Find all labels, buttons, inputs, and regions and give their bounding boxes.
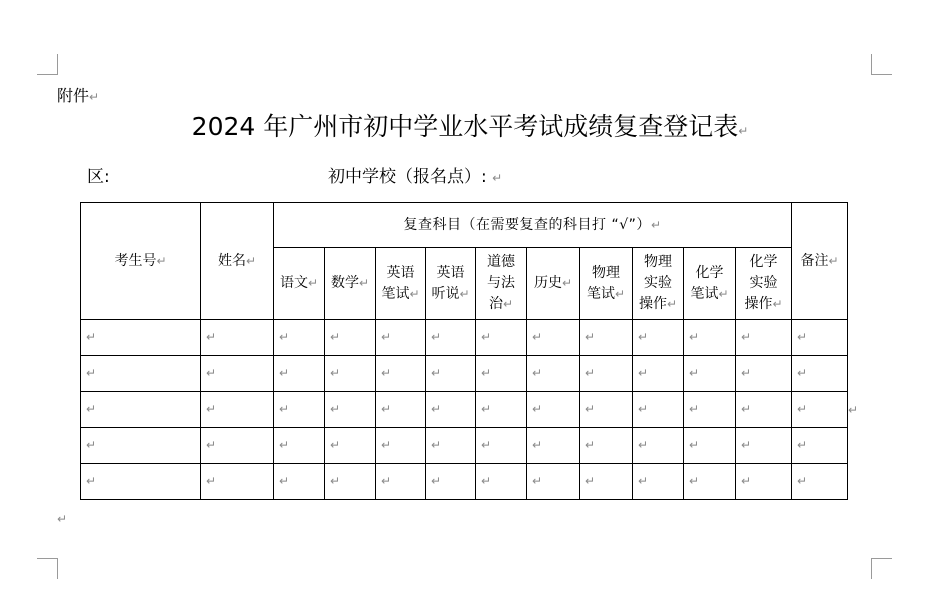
entry-cell[interactable] (81, 356, 201, 392)
entry-cell[interactable] (684, 428, 736, 464)
paragraph-mark: ↵ (532, 366, 543, 380)
entry-cell[interactable] (736, 320, 792, 356)
entry-cell[interactable] (274, 464, 325, 500)
subject-label-line: 治 (488, 296, 503, 312)
entry-cell[interactable] (376, 356, 426, 392)
paragraph-mark: ↵ (638, 330, 649, 344)
paragraph-mark: ↵ (307, 276, 319, 290)
paragraph-mark: ↵ (532, 402, 543, 416)
subject-header (633, 248, 684, 320)
paragraph-mark: ↵ (86, 474, 97, 488)
school-field (328, 162, 502, 187)
entry-cell[interactable] (325, 428, 376, 464)
table-body (81, 320, 848, 500)
remarks-header: 备注↵ (792, 203, 848, 320)
entry-cell[interactable] (736, 356, 792, 392)
entry-cell[interactable] (792, 428, 848, 464)
paragraph-mark: ↵ (330, 474, 341, 488)
entry-cell[interactable] (527, 320, 580, 356)
paragraph-mark: ↵ (502, 297, 514, 311)
subject-label-line: 操作 (638, 296, 667, 312)
paragraph-mark: ↵ (532, 474, 543, 488)
entry-cell[interactable] (201, 320, 274, 356)
paragraph-mark: ↵ (585, 330, 596, 344)
entry-cell[interactable] (476, 392, 527, 428)
subject-label-line: 英语 (436, 264, 465, 281)
entry-cell[interactable] (792, 392, 848, 428)
paragraph-mark: ↵ (89, 90, 100, 104)
paragraph-mark: ↵ (797, 474, 808, 488)
paragraph-mark: ↵ (848, 403, 859, 417)
table-row (81, 356, 848, 392)
paragraph-mark: ↵ (638, 438, 649, 452)
paragraph-mark: ↵ (741, 402, 752, 416)
entry-cell[interactable] (792, 464, 848, 500)
subject-header (426, 248, 476, 320)
subject-label-line: 听说 (431, 285, 460, 302)
entry-cell[interactable] (633, 320, 684, 356)
subject-label-line: 笔试 (381, 285, 410, 302)
entry-cell[interactable] (376, 320, 426, 356)
paragraph-mark: ↵ (481, 474, 492, 488)
paragraph-mark: ↵ (431, 330, 442, 344)
entry-cell[interactable] (325, 320, 376, 356)
subject-header (736, 248, 792, 320)
paragraph-mark: ↵ (585, 402, 596, 416)
paragraph-mark: ↵ (481, 438, 492, 452)
paragraph-mark: ↵ (797, 438, 808, 452)
paragraph-mark: ↵ (459, 286, 470, 301)
paragraph-mark: ↵ (614, 286, 626, 301)
entry-cell[interactable] (792, 320, 848, 356)
entry-cell[interactable] (376, 392, 426, 428)
entry-cell[interactable] (684, 464, 736, 500)
paragraph-mark: ↵ (638, 366, 649, 380)
entry-cell[interactable] (633, 356, 684, 392)
review-registration-table (80, 202, 848, 500)
crop-mark-top-right (871, 54, 892, 75)
entry-cell[interactable] (476, 320, 527, 356)
paragraph-mark: ↵ (279, 438, 290, 452)
subject-label-line: 道德 (487, 254, 515, 270)
paragraph-mark: ↵ (561, 276, 573, 290)
subject-label-line: 笔试 (690, 285, 719, 302)
review-subjects-header: 复查科目（在需要复查的科目打 “√”）↵ (274, 203, 792, 248)
document-title (100, 107, 840, 143)
paragraph-mark: ↵ (86, 438, 97, 452)
paragraph-mark: ↵ (741, 474, 752, 488)
subject-header (476, 248, 527, 320)
entry-cell[interactable] (81, 392, 201, 428)
subject-label-line: 英语 (386, 264, 415, 281)
paragraph-mark: ↵ (741, 366, 752, 380)
paragraph-mark: ↵ (358, 276, 370, 290)
entry-cell[interactable] (426, 464, 476, 500)
paragraph-mark: ↵ (381, 366, 392, 380)
entry-cell[interactable] (426, 356, 476, 392)
subject-label-line: 语文 (279, 275, 308, 291)
paragraph-mark: ↵ (718, 286, 729, 301)
paragraph-mark: ↵ (638, 474, 649, 488)
entry-cell[interactable] (274, 320, 325, 356)
entry-cell[interactable] (684, 320, 736, 356)
crop-mark-top-left (37, 54, 58, 75)
entry-cell[interactable] (325, 392, 376, 428)
subject-label-line: 实验 (749, 275, 778, 291)
subject-label-line: 笔试 (586, 285, 615, 302)
paragraph-mark: ↵ (330, 402, 341, 416)
entry-cell[interactable] (274, 392, 325, 428)
title-text: 2024 年广州市初中学业水平考试成绩复查登记表 (191, 112, 739, 141)
entry-cell[interactable] (580, 392, 633, 428)
entry-cell[interactable] (684, 392, 736, 428)
paragraph-mark: ↵ (585, 474, 596, 488)
entry-cell[interactable] (527, 428, 580, 464)
entry-cell[interactable] (580, 428, 633, 464)
subject-header (684, 248, 736, 320)
entry-cell[interactable] (201, 356, 274, 392)
attachment-text: 附件 (57, 86, 90, 105)
paragraph-mark: ↵ (279, 330, 290, 344)
entry-cell[interactable] (201, 392, 274, 428)
paragraph-mark: ↵ (206, 438, 217, 452)
entry-cell[interactable] (633, 464, 684, 500)
paragraph-mark: ↵ (279, 402, 290, 416)
table-row (81, 464, 848, 500)
paragraph-mark: ↵ (206, 402, 217, 416)
subject-label-line: 化学 (749, 254, 778, 270)
entry-cell[interactable] (201, 464, 274, 500)
entry-cell[interactable] (325, 464, 376, 500)
entry-cell[interactable] (274, 356, 325, 392)
paragraph-mark: ↵ (532, 438, 543, 452)
paragraph-mark: ↵ (431, 474, 442, 488)
table-row (81, 392, 848, 428)
paragraph-mark: ↵ (797, 330, 808, 344)
entry-cell[interactable] (81, 320, 201, 356)
subject-header (527, 248, 580, 320)
paragraph-mark: ↵ (431, 402, 442, 416)
entry-cell[interactable] (274, 428, 325, 464)
subject-label-line: 与法 (487, 275, 515, 291)
table-row (81, 320, 848, 356)
subject-label-line: 历史 (533, 275, 562, 291)
entry-cell[interactable] (426, 320, 476, 356)
crop-mark-bottom-right (871, 558, 892, 579)
paragraph-mark: ↵ (689, 366, 700, 380)
entry-cell[interactable] (81, 464, 201, 500)
paragraph-mark: ↵ (431, 438, 442, 452)
entry-cell[interactable] (81, 428, 201, 464)
paragraph-mark: ↵ (666, 297, 678, 311)
entry-cell[interactable] (633, 392, 684, 428)
entry-cell[interactable] (527, 464, 580, 500)
paragraph-mark: ↵ (481, 330, 492, 344)
paragraph-mark: ↵ (481, 402, 492, 416)
entry-cell[interactable] (426, 428, 476, 464)
entry-cell[interactable] (376, 464, 426, 500)
paragraph-mark: ↵ (741, 438, 752, 452)
subject-label-line: 实验 (644, 275, 672, 291)
paragraph-mark: ↵ (431, 366, 442, 380)
paragraph-mark: ↵ (381, 330, 392, 344)
subject-label-line: 化学 (695, 264, 724, 281)
paragraph-mark: ↵ (279, 474, 290, 488)
entry-cell[interactable] (476, 464, 527, 500)
crop-mark-bottom-left (37, 558, 58, 579)
subject-header (274, 248, 325, 320)
entry-cell[interactable] (792, 356, 848, 392)
subject-label-line: 操作 (744, 296, 773, 312)
district-label: 区: (87, 167, 110, 187)
table-row (81, 428, 848, 464)
paragraph-mark: ↵ (330, 330, 341, 344)
paragraph-mark: ↵ (57, 512, 68, 526)
entry-cell[interactable] (426, 392, 476, 428)
district-field (87, 162, 110, 187)
paragraph-mark: ↵ (206, 366, 217, 380)
paragraph-mark: ↵ (585, 366, 596, 380)
paragraph-mark: ↵ (381, 438, 392, 452)
entry-cell[interactable] (736, 464, 792, 500)
subject-label-line: 物理 (592, 264, 620, 281)
entry-cell[interactable] (580, 320, 633, 356)
paragraph-mark: ↵ (492, 171, 503, 185)
paragraph-mark: ↵ (86, 330, 97, 344)
paragraph-mark: ↵ (206, 474, 217, 488)
entry-cell[interactable] (580, 356, 633, 392)
paragraph-mark: ↵ (86, 366, 97, 380)
paragraph-mark: ↵ (330, 366, 341, 380)
exam-number-header: 考生号↵ (81, 203, 201, 320)
entry-cell[interactable] (736, 392, 792, 428)
paragraph-mark: ↵ (738, 124, 749, 138)
paragraph-mark: ↵ (86, 402, 97, 416)
paragraph-mark: ↵ (381, 474, 392, 488)
name-header: 姓名↵ (201, 203, 274, 320)
paragraph-mark: ↵ (772, 297, 783, 311)
entry-cell[interactable] (476, 356, 527, 392)
paragraph-mark: ↵ (689, 474, 700, 488)
subject-label-line: 物理 (644, 254, 672, 270)
paragraph-mark: ↵ (797, 402, 808, 416)
entry-cell[interactable] (736, 428, 792, 464)
entry-cell[interactable] (201, 428, 274, 464)
paragraph-mark: ↵ (638, 402, 649, 416)
entry-cell[interactable] (527, 392, 580, 428)
paragraph-mark: ↵ (585, 438, 596, 452)
subject-header (325, 248, 376, 320)
entry-cell[interactable] (684, 356, 736, 392)
paragraph-mark: ↵ (689, 330, 700, 344)
paragraph-mark: ↵ (381, 402, 392, 416)
attachment-label (57, 83, 99, 106)
paragraph-mark: ↵ (330, 438, 341, 452)
paragraph-mark: ↵ (741, 330, 752, 344)
subject-header (580, 248, 633, 320)
paragraph-mark: ↵ (689, 402, 700, 416)
paragraph-mark: ↵ (689, 438, 700, 452)
subject-label-line: 数学 (330, 275, 359, 291)
paragraph-mark: ↵ (481, 366, 492, 380)
entry-cell[interactable] (376, 428, 426, 464)
paragraph-mark: ↵ (532, 330, 543, 344)
entry-cell[interactable] (580, 464, 633, 500)
paragraph-mark: ↵ (409, 286, 420, 301)
subject-header (376, 248, 426, 320)
paragraph-mark: ↵ (206, 330, 217, 344)
entry-cell[interactable] (476, 428, 527, 464)
entry-cell[interactable] (633, 428, 684, 464)
school-label: 初中学校（报名点）: (328, 167, 487, 187)
entry-cell[interactable] (325, 356, 376, 392)
paragraph-mark: ↵ (279, 366, 290, 380)
entry-cell[interactable] (527, 356, 580, 392)
paragraph-mark: ↵ (797, 366, 808, 380)
